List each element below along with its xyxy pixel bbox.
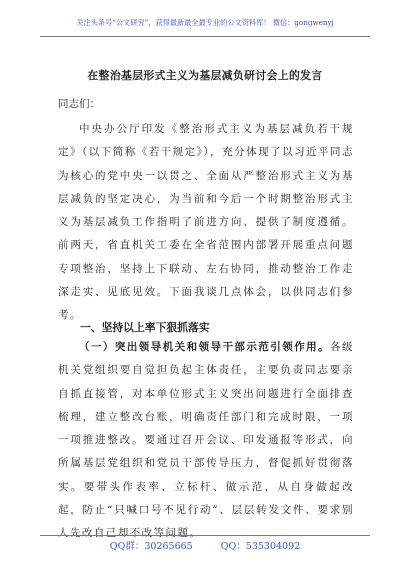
page-header-banner: 关注头条号“公文研究”，获得最新最全最专业的公文资料库！ 微信：gongwenyj	[76, 18, 334, 27]
section-heading-1: 一、坚持以上率下狠抓落实	[80, 321, 210, 334]
paragraph-section-1	[58, 336, 354, 546]
document-title: 在整治基层形式主义为基层减负研讨会上的发言	[87, 69, 323, 82]
paragraph-intro: 中央办公厅印发《整治形式主义为基层减负若干规定》（以下简称《若干规定》），充分体现了以习近平同志为核心的党中央一以贯之、全面从严整治形式主义为基层减负的坚定决心，为当前和今后一个时期整治形式主义为基层减负工作指明了前进方向、提供了制度遵循。前两天，省直机关工委在全省范围内部署开展重点问题专项整治，坚持上下联动、左右协同，推动整治工作走深走实、见底见效。下面我谈几点体会，以供同志们参考。	[58, 123, 354, 322]
footer-divider	[40, 535, 370, 536]
header-divider	[40, 36, 370, 37]
footer-qq-group: QQ群：30265665	[109, 541, 193, 552]
footer-qq: QQ：535304092	[220, 541, 301, 552]
subheading-1: （一）突出领导机关和领导干部示范引领作用。	[79, 341, 331, 353]
page-footer	[40, 538, 370, 552]
salutation: 同志们：	[58, 98, 100, 110]
paragraph-section-1-body: 各级机关党组织要自觉担负起主体责任，主要负责同志要亲自抓直接管，对本单位形式主义突出问题进行全面排查梳理，建立整改台账，明确责任部门和完成时限，一项一项推进整改。要通过召开会议、印发通报等形式，向所属基层党组织和党员干部传导压力，督促抓好贯彻落实。要带头作表率、立标杆、做示范，从自身做起改起，防止“只喊口号不见行动”、层层转发文件、要求别人先改自己却不改等问题。	[58, 341, 355, 540]
